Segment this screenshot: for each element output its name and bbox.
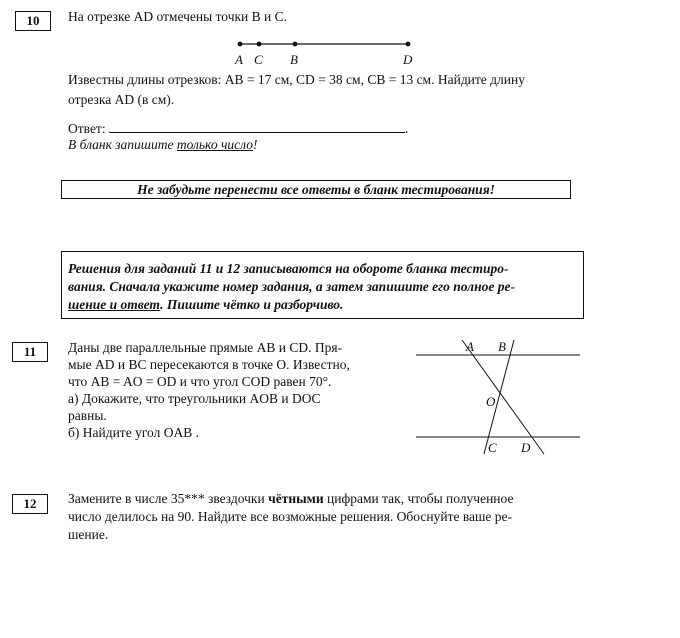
answer-label: Ответ:	[68, 121, 106, 136]
task-11-number: 11	[12, 342, 48, 362]
segment-figure	[228, 38, 418, 68]
solutions-notice-line2	[68, 279, 515, 295]
fig-label-a: A	[466, 339, 474, 354]
point-label-a: A	[235, 52, 243, 67]
task-11-line5: равны.	[68, 408, 107, 423]
task-10-number: 10	[15, 11, 51, 31]
answer-dot: .	[404, 121, 409, 136]
point-a-dot	[238, 42, 243, 47]
point-label-c: C	[254, 52, 263, 67]
blank-note-prefix: В бланк запишите	[68, 137, 177, 152]
task-12-number: 12	[12, 494, 48, 514]
answer-row	[68, 120, 408, 137]
fig-label-b: B	[498, 339, 506, 354]
point-c-dot	[257, 42, 262, 47]
solutions-notice-line3	[68, 297, 343, 313]
parallel-lines-figure	[412, 336, 584, 458]
task-11-line3: что AB = AO = OD и что угол COD равен 70°.	[68, 374, 332, 389]
point-label-d: D	[403, 52, 413, 67]
task-12-line3: шение.	[68, 527, 109, 542]
task-10-line2: Известны длины отрезков: AB = 17 см, CD = 38 см, CB = 13 см. Найдите длину	[68, 72, 525, 87]
blank-note-suffix: !	[252, 137, 258, 152]
task-12-line1	[68, 491, 513, 507]
answer-line[interactable]	[109, 120, 405, 133]
point-d-dot	[406, 42, 411, 47]
blank-note-underlined: только число	[176, 137, 253, 152]
task-12-line1-suffix: цифрами так, чтобы полученное	[323, 491, 514, 506]
task-11-line1: Даны две параллельные прямые AB и CD. Пря-	[68, 340, 343, 355]
task-12-line1-prefix: Замените в числе 35*** звездочки	[68, 491, 269, 506]
fig-label-d: D	[521, 440, 531, 455]
fig-label-c: C	[488, 440, 497, 455]
solutions-notice-underlined: шение и ответ	[68, 297, 161, 312]
solutions-notice-line1: Решения для заданий 11 и 12 записываются на обороте бланка тестиро-	[68, 261, 509, 276]
blank-note	[68, 137, 257, 153]
task-10-line3: отрезка AD (в см).	[68, 92, 175, 107]
task-11-line4: а) Докажите, что треугольники AOB и DOC	[68, 391, 321, 406]
task-11-line6: б) Найдите угол OAB .	[68, 425, 199, 440]
task-10-line1: На отрезке AD отмечены точки B и C.	[68, 9, 288, 24]
solutions-notice-line2-text: вания. Сначала укажите номер задания, а затем запишите его полное ре-	[68, 279, 515, 294]
point-label-b: B	[290, 52, 298, 67]
solutions-notice-rest: . Пишите чётко и разборчиво.	[160, 297, 344, 312]
fig-label-o: O	[486, 394, 496, 409]
task-11-line2: мые AD и BC пересекаются в точке O. Известно,	[68, 357, 350, 372]
solutions-notice	[61, 251, 584, 319]
point-b-dot	[293, 42, 298, 47]
task-12-line2: число делилось на 90. Найдите все возможные решения. Обоснуйте ваше ре-	[68, 509, 513, 524]
transfer-answers-notice: Не забудьте перенести все ответы в бланк тестирования!	[61, 180, 571, 199]
task-12-bold-word: чётными	[268, 491, 324, 506]
